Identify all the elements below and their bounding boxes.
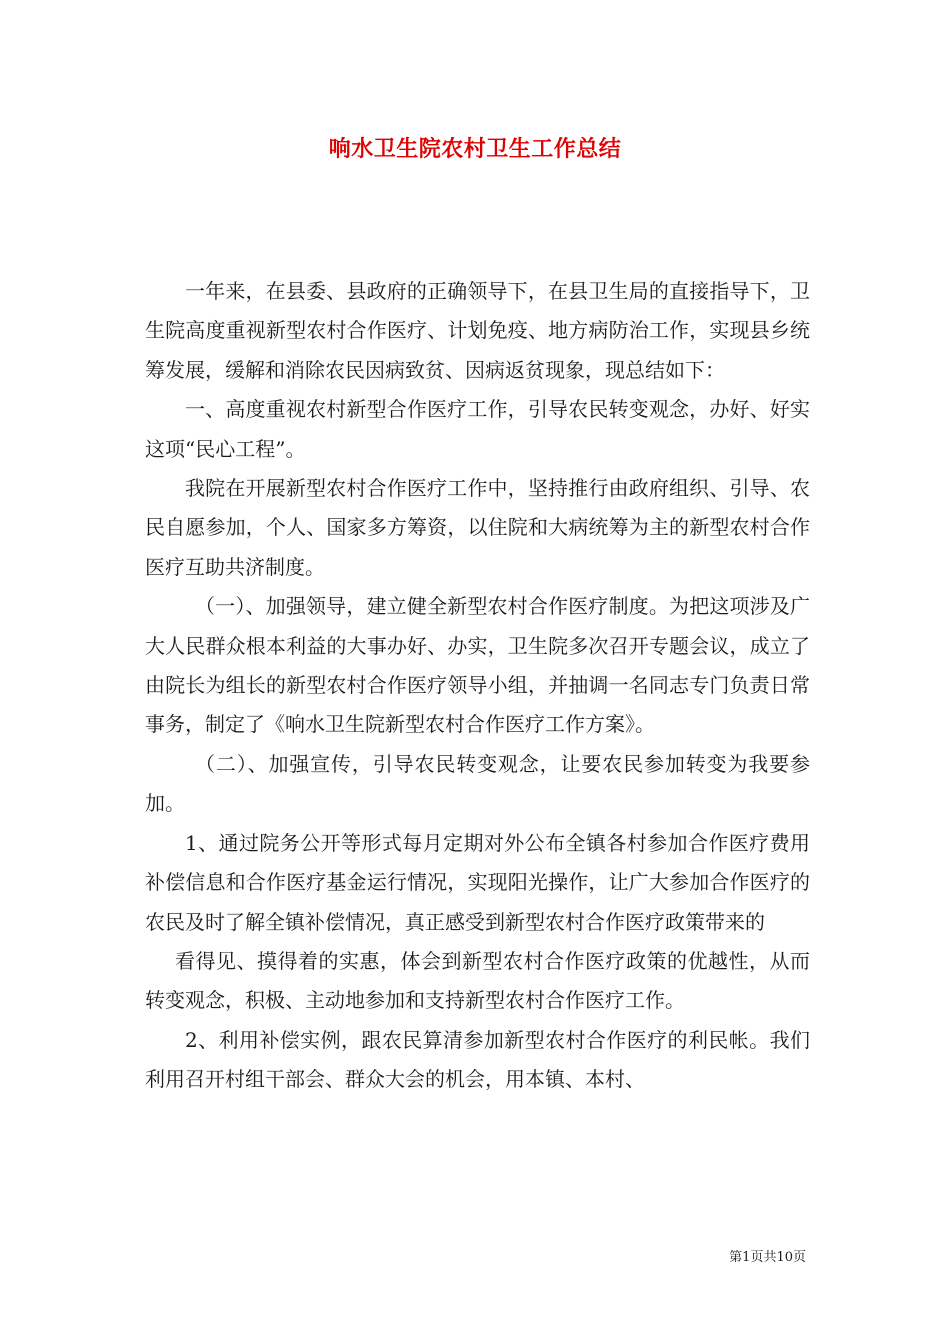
paragraph-intro: 一年来，在县委、县政府的正确领导下，在县卫生局的直接指导下，卫生院高度重视新型农村合作医疗、计划免疫、地方病防治工作，实现县乡统筹发展，缓解和消除农民因病致贫、因病返贫现象，现总结如下： [145,279,810,382]
paragraph-item-1: 1、通过院务公开等形式每月定期对外公布全镇各村参加合作医疗费用补偿信息和合作医疗基金运行情况，实现阳光操作，让广大参加合作医疗的农民及时了解全镇补偿情况，真正感受到新型农村合作医疗政策带来的 [145,830,810,934]
paragraph-section-1-heading: 一、高度重视农村新型合作医疗工作，引导农民转变观念，办好、好实这项“民心工程”。 [145,397,810,461]
paragraph-subsection-1: （一）、加强领导，建立健全新型农村合作医疗制度。为把这项涉及广大人民群众根本利益的大事办好、办实，卫生院多次召开专题会议，成立了由院长为组长的新型农村合作医疗领导小组，并抽调一名同志专门负责日常事务，制定了《响水卫生院新型农村合作医疗工作方案》。 [145,594,810,737]
document-title: 响水卫生院农村卫生工作总结 [328,136,622,162]
paragraph-item-2: 2、利用补偿实例，跟农民算清参加新型农村合作医疗的利民帐。我们利用召开村组干部会、群众大会的机会，用本镇、本村、 [145,1027,810,1092]
paragraph-subsection-2: （二）、加强宣传，引导农民转变观念，让要农民参加转变为我要参加。 [145,751,810,816]
document-body [145,272,810,1100]
page-number-footer: 第1页共10页 [729,1250,806,1265]
paragraph-item-1-continued: 看得见、摸得着的实惠，体会到新型农村合作医疗政策的优越性，从而转变观念，积极、主动地参加和支持新型农村合作医疗工作。 [145,948,810,1013]
paragraph-section-1-body: 我院在开展新型农村合作医疗工作中，坚持推行由政府组织、引导、农民自愿参加，个人、国家多方筹资，以住院和大病统筹为主的新型农村合作医疗互助共济制度。 [145,476,810,579]
